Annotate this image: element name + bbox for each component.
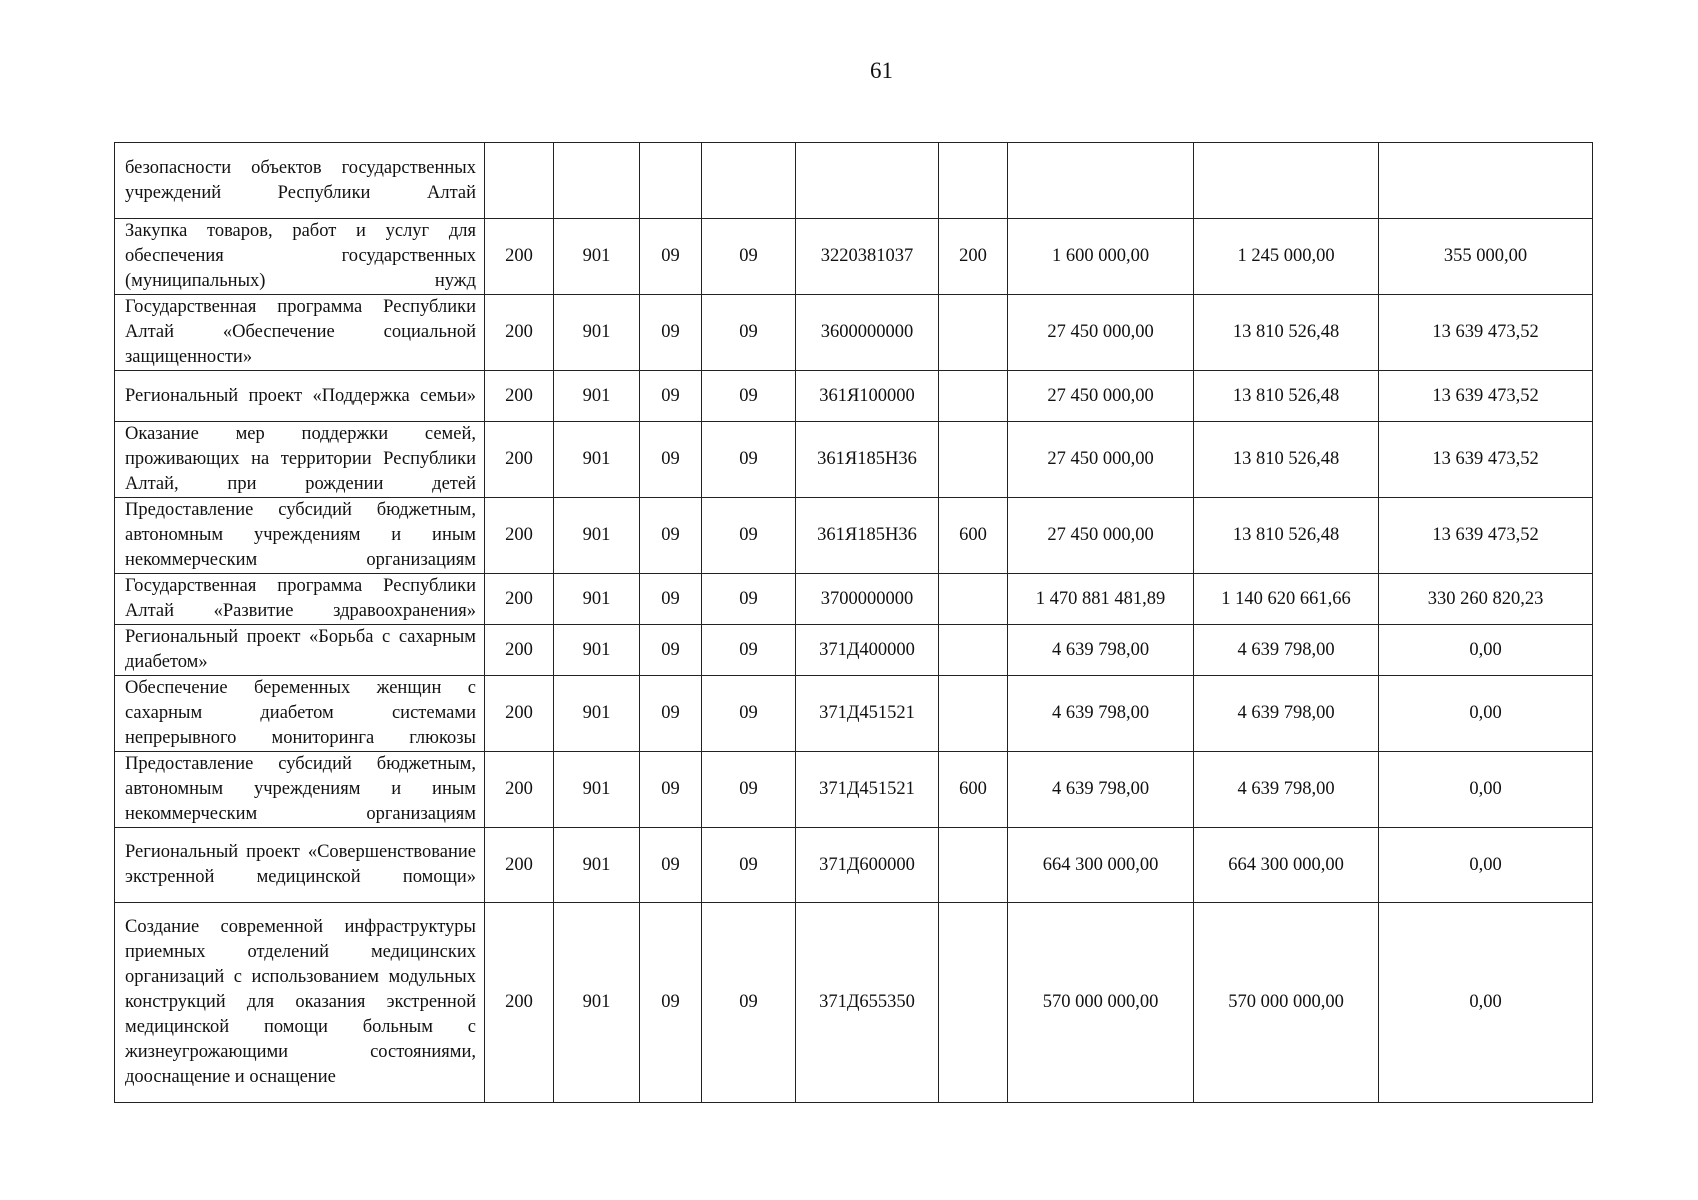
row-name: Государственная программа Республики Алтай «Развитие здравоохранения» [115,574,485,625]
table-row [115,828,1593,903]
row-rz-code: 09 [640,903,702,1103]
page-number: 61 [870,58,893,83]
row-pr-code: 09 [702,422,796,498]
row-executed-amount: 664 300 000,00 [1194,828,1379,903]
row-plan-amount: 1 600 000,00 [1008,219,1194,295]
row-plan-amount: 664 300 000,00 [1008,828,1194,903]
row-vr-code [939,143,1008,219]
budget-table [114,142,1593,1103]
row-adm-code: 200 [485,219,554,295]
row-adm-code: 200 [485,625,554,676]
table-row [115,903,1593,1103]
row-rz-code: 09 [640,625,702,676]
row-adm-code: 200 [485,676,554,752]
row-executed-amount: 13 810 526,48 [1194,371,1379,422]
row-name: Региональный проект «Совершенствование экстренной медицинской помощи» [115,828,485,903]
row-plan-amount: 1 470 881 481,89 [1008,574,1194,625]
row-vr-code [939,828,1008,903]
row-ved-code: 901 [554,371,640,422]
row-pr-code: 09 [702,676,796,752]
row-name: Закупка товаров, работ и услуг для обеспечения государственных (муниципальных) нужд [115,219,485,295]
table-row [115,219,1593,295]
row-executed-amount: 13 810 526,48 [1194,295,1379,371]
row-csr-code: 3220381037 [796,219,939,295]
row-plan-amount: 4 639 798,00 [1008,625,1194,676]
row-name: Региональный проект «Поддержка семьи» [115,371,485,422]
row-csr-code: 371Д600000 [796,828,939,903]
row-name: безопасности объектов государственных учреждений Республики Алтай [115,143,485,219]
row-pr-code: 09 [702,625,796,676]
row-csr-code: 371Д655350 [796,903,939,1103]
row-rz-code: 09 [640,422,702,498]
row-vr-code [939,676,1008,752]
row-executed-amount: 1 140 620 661,66 [1194,574,1379,625]
row-remainder-amount: 13 639 473,52 [1379,422,1593,498]
row-remainder-amount: 13 639 473,52 [1379,498,1593,574]
row-plan-amount: 27 450 000,00 [1008,498,1194,574]
table-row [115,676,1593,752]
row-pr-code: 09 [702,371,796,422]
row-csr-code: 371Д400000 [796,625,939,676]
table-row [115,574,1593,625]
row-pr-code: 09 [702,752,796,828]
row-rz-code: 09 [640,295,702,371]
row-plan-amount: 27 450 000,00 [1008,371,1194,422]
row-rz-code: 09 [640,498,702,574]
row-ved-code: 901 [554,752,640,828]
row-rz-code: 09 [640,574,702,625]
row-vr-code [939,422,1008,498]
row-ved-code: 901 [554,295,640,371]
row-remainder-amount: 355 000,00 [1379,219,1593,295]
row-name: Предоставление субсидий бюджетным, автономным учреждениям и иным некоммерческим организациям [115,752,485,828]
row-csr-code [796,143,939,219]
row-vr-code [939,295,1008,371]
row-rz-code: 09 [640,219,702,295]
row-ved-code [554,143,640,219]
table-body [115,143,1593,1103]
row-adm-code: 200 [485,828,554,903]
row-executed-amount: 13 810 526,48 [1194,422,1379,498]
row-remainder-amount: 0,00 [1379,676,1593,752]
row-csr-code: 371Д451521 [796,676,939,752]
row-executed-amount: 4 639 798,00 [1194,752,1379,828]
row-adm-code: 200 [485,371,554,422]
row-rz-code: 09 [640,828,702,903]
row-adm-code: 200 [485,752,554,828]
row-pr-code: 09 [702,903,796,1103]
row-ved-code: 901 [554,219,640,295]
row-executed-amount: 4 639 798,00 [1194,625,1379,676]
row-plan-amount: 27 450 000,00 [1008,422,1194,498]
table-row [115,625,1593,676]
row-csr-code: 3700000000 [796,574,939,625]
row-remainder-amount: 0,00 [1379,752,1593,828]
row-name: Государственная программа Республики Алтай «Обеспечение социальной защищенности» [115,295,485,371]
row-vr-code [939,625,1008,676]
row-ved-code: 901 [554,422,640,498]
row-vr-code [939,371,1008,422]
row-executed-amount: 13 810 526,48 [1194,498,1379,574]
row-pr-code [702,143,796,219]
row-pr-code: 09 [702,498,796,574]
row-pr-code: 09 [702,295,796,371]
table-row [115,295,1593,371]
row-vr-code [939,903,1008,1103]
row-remainder-amount: 13 639 473,52 [1379,295,1593,371]
row-rz-code [640,143,702,219]
row-adm-code: 200 [485,422,554,498]
row-executed-amount: 570 000 000,00 [1194,903,1379,1103]
row-rz-code: 09 [640,371,702,422]
row-name: Создание современной инфраструктуры приемных отделений медицинских организаций с использованием модульных конструкций для оказания экстренной медицинской помощи больным с жизнеугрожающими состояниями, дооснащение и оснащение [115,903,485,1103]
row-executed-amount [1194,143,1379,219]
row-rz-code: 09 [640,676,702,752]
row-adm-code: 200 [485,295,554,371]
row-plan-amount: 27 450 000,00 [1008,295,1194,371]
row-remainder-amount: 0,00 [1379,625,1593,676]
row-adm-code: 200 [485,574,554,625]
table-row [115,371,1593,422]
row-rz-code: 09 [640,752,702,828]
row-name: Оказание мер поддержки семей, проживающих на территории Республики Алтай, при рождении детей [115,422,485,498]
row-csr-code: 361Я185Н36 [796,498,939,574]
row-remainder-amount: 13 639 473,52 [1379,371,1593,422]
row-remainder-amount: 0,00 [1379,828,1593,903]
row-adm-code [485,143,554,219]
row-pr-code: 09 [702,574,796,625]
row-ved-code: 901 [554,625,640,676]
row-vr-code: 200 [939,219,1008,295]
row-csr-code: 361Я100000 [796,371,939,422]
row-csr-code: 371Д451521 [796,752,939,828]
row-plan-amount: 4 639 798,00 [1008,752,1194,828]
row-pr-code: 09 [702,219,796,295]
row-vr-code: 600 [939,498,1008,574]
row-ved-code: 901 [554,828,640,903]
row-ved-code: 901 [554,574,640,625]
row-pr-code: 09 [702,828,796,903]
row-plan-amount: 4 639 798,00 [1008,676,1194,752]
table-row [115,498,1593,574]
row-name: Предоставление субсидий бюджетным, автономным учреждениям и иным некоммерческим организациям [115,498,485,574]
row-csr-code: 3600000000 [796,295,939,371]
row-vr-code: 600 [939,752,1008,828]
row-ved-code: 901 [554,498,640,574]
row-plan-amount: 570 000 000,00 [1008,903,1194,1103]
row-executed-amount: 1 245 000,00 [1194,219,1379,295]
table-row [115,752,1593,828]
row-ved-code: 901 [554,903,640,1103]
table-row [115,422,1593,498]
row-name: Обеспечение беременных женщин с сахарным диабетом системами непрерывного мониторинга глюкозы [115,676,485,752]
row-remainder-amount: 330 260 820,23 [1379,574,1593,625]
row-executed-amount: 4 639 798,00 [1194,676,1379,752]
row-plan-amount [1008,143,1194,219]
row-ved-code: 901 [554,676,640,752]
row-adm-code: 200 [485,903,554,1103]
row-remainder-amount [1379,143,1593,219]
row-adm-code: 200 [485,498,554,574]
row-name: Региональный проект «Борьба с сахарным диабетом» [115,625,485,676]
row-remainder-amount: 0,00 [1379,903,1593,1103]
row-csr-code: 361Я185Н36 [796,422,939,498]
table-row [115,143,1593,219]
row-vr-code [939,574,1008,625]
